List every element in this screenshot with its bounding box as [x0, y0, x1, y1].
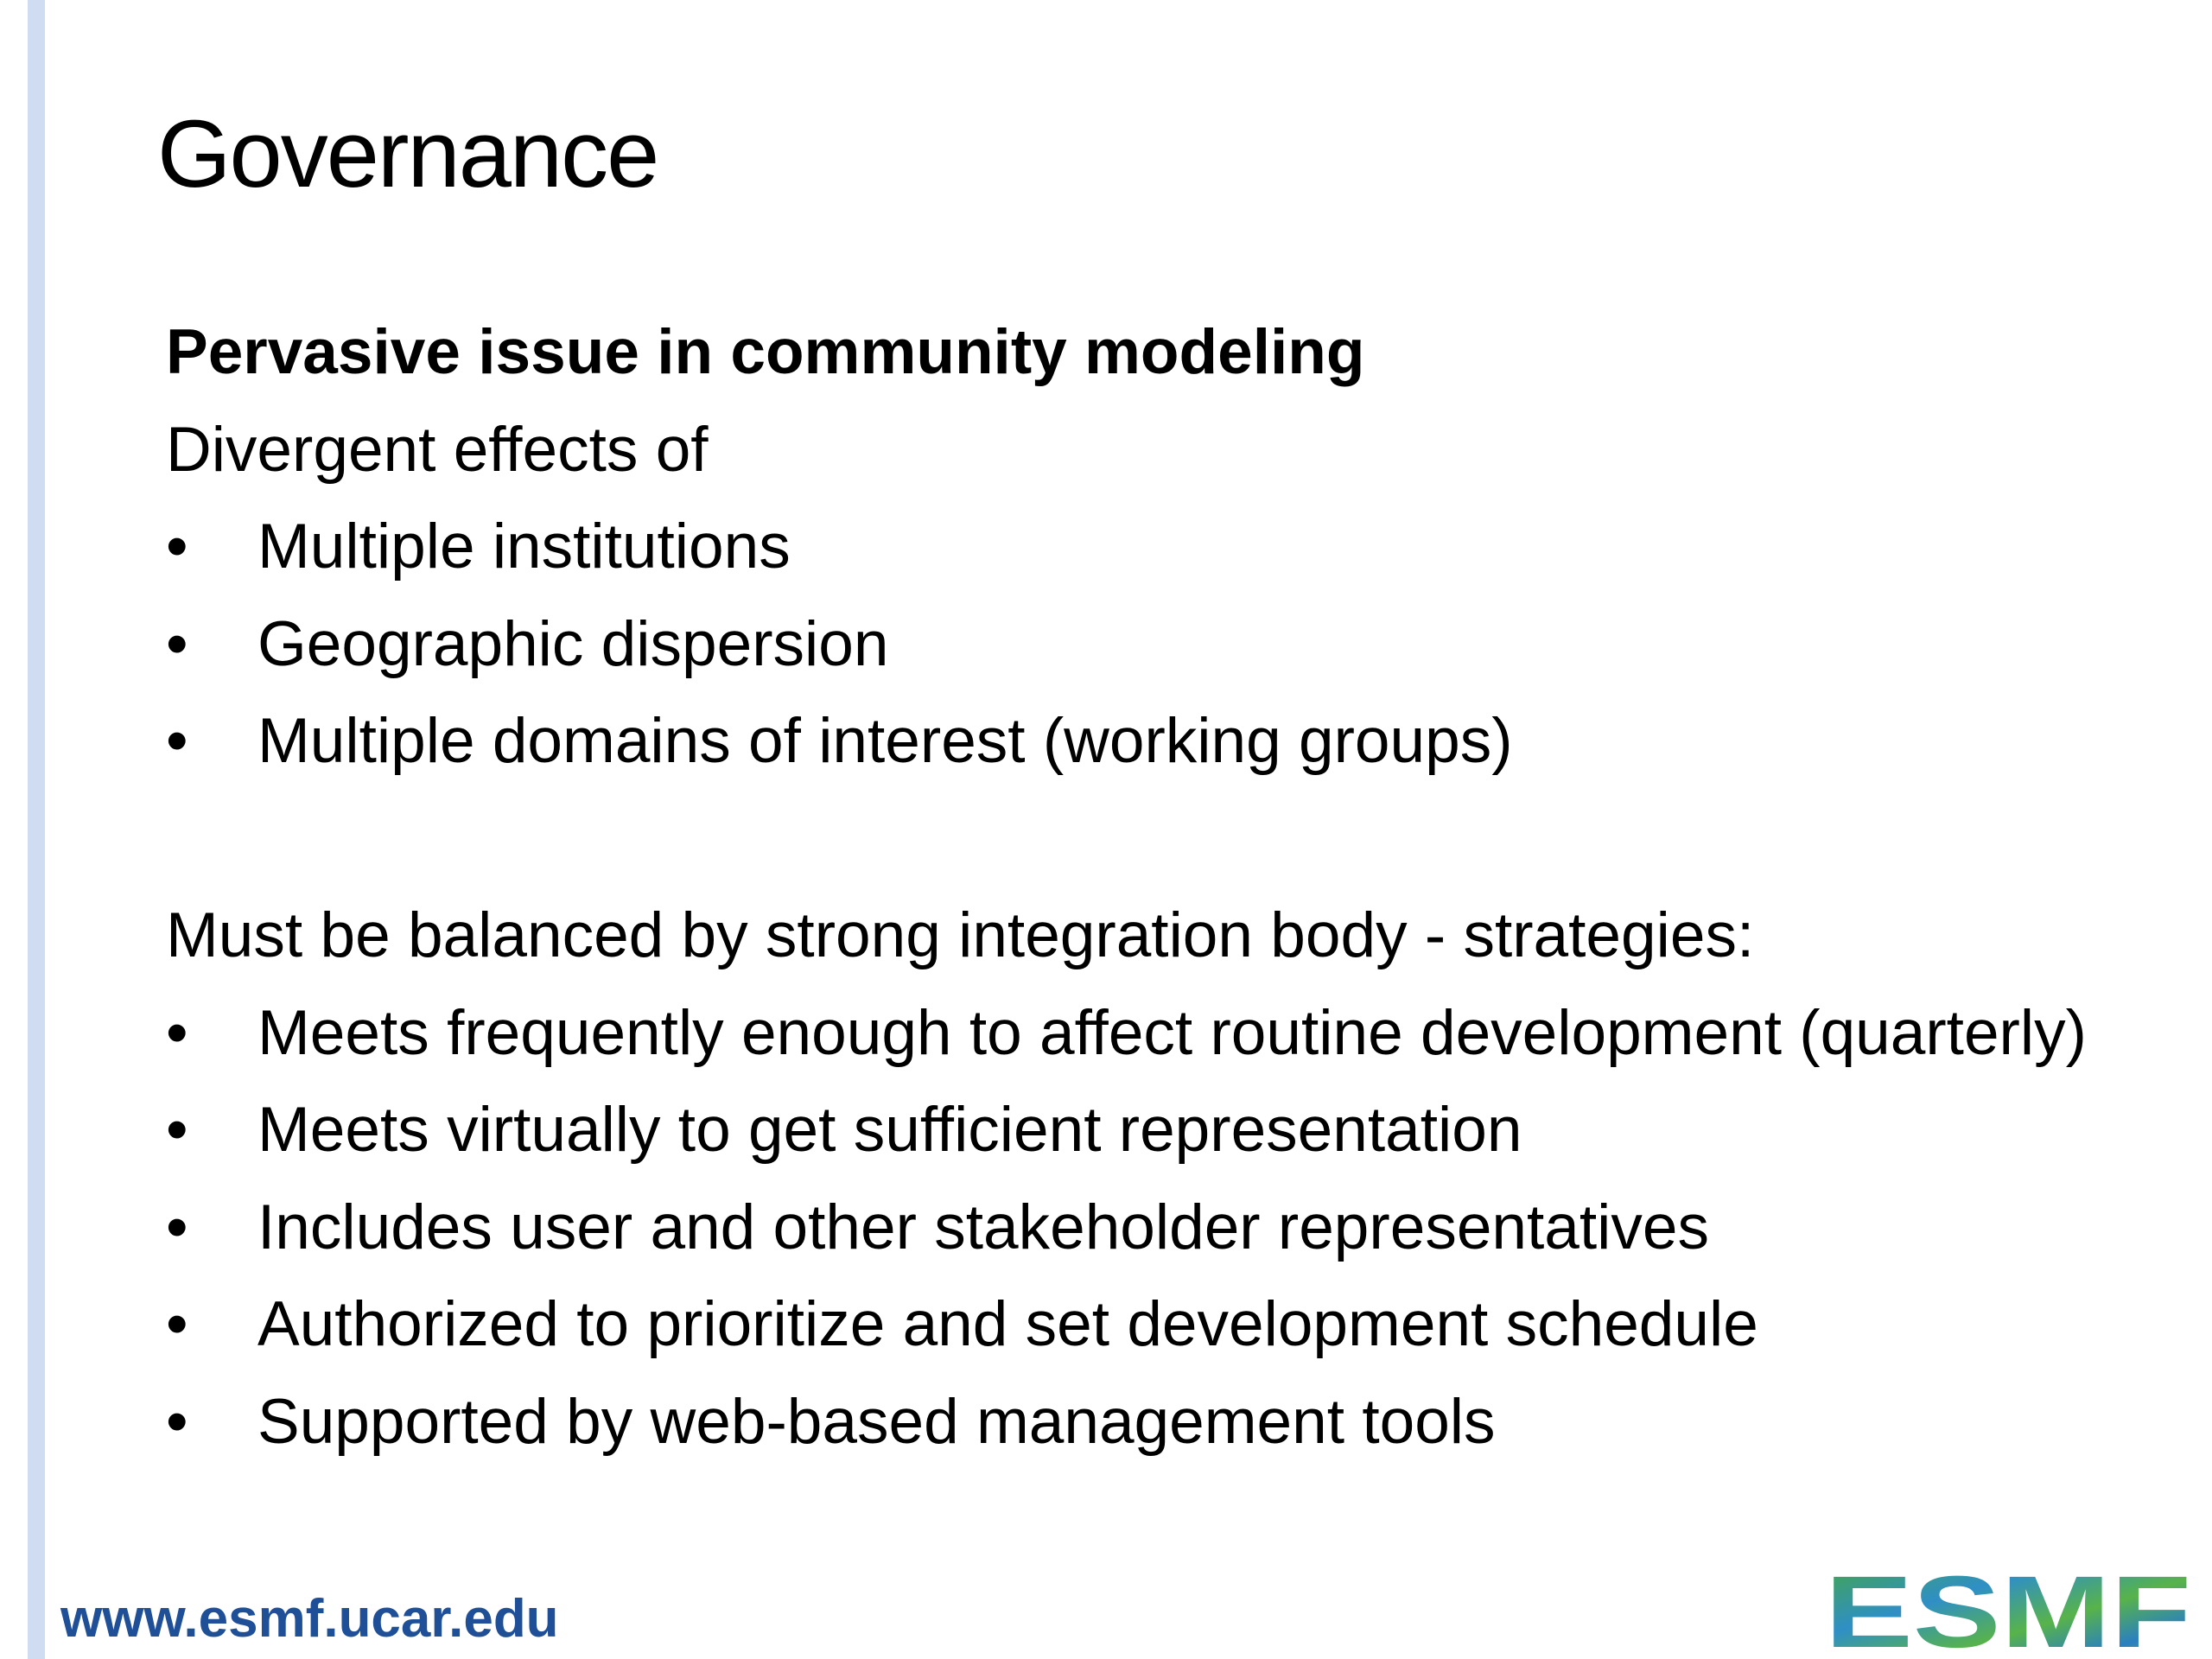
- balance-intro: Must be balanced by strong integration body - strategies:: [166, 900, 1755, 970]
- left-accent-bar: [28, 0, 45, 1659]
- logo-text: ESMF: [1825, 1567, 2191, 1654]
- list-item-text: Includes user and other stakeholder representatives: [257, 1192, 1709, 1262]
- intro-text: Divergent effects of: [166, 414, 709, 485]
- list-item: [166, 1276, 2136, 1374]
- bullet-icon: •: [166, 1289, 188, 1359]
- footer-url-link[interactable]: www.esmf.ucar.edu: [60, 1589, 559, 1649]
- bullet-icon: •: [166, 1192, 188, 1262]
- bullet-icon: •: [166, 1095, 188, 1165]
- list-item-text: Meets frequently enough to affect routine development (quarterly): [257, 997, 2087, 1068]
- subheading: Pervasive issue in community modeling: [166, 317, 1365, 387]
- list-item-text: Multiple institutions: [257, 512, 791, 582]
- list-item-text: Authorized to prioritize and set development schedule: [257, 1289, 1758, 1359]
- list-item: [166, 596, 2136, 694]
- list-item-text: Supported by web-based management tools: [257, 1386, 1496, 1457]
- list-item: [166, 499, 2136, 596]
- bullet-icon: •: [166, 512, 188, 582]
- slide-body: [166, 304, 2136, 1471]
- list-item-text: Geographic dispersion: [257, 608, 889, 679]
- list-item-text: Multiple domains of interest (working groups): [257, 706, 1513, 776]
- list-item: [166, 1082, 2136, 1179]
- bullet-icon: •: [166, 1386, 188, 1457]
- spacer: [166, 791, 2136, 888]
- bullet-icon: •: [166, 706, 188, 776]
- list-item: [166, 693, 2136, 791]
- list-item: [166, 1179, 2136, 1277]
- list-item-text: Meets virtually to get sufficient representation: [257, 1095, 1522, 1165]
- slide-title: Governance: [157, 101, 658, 207]
- bullet-icon: •: [166, 608, 188, 679]
- bullet-icon: •: [166, 997, 188, 1068]
- esmf-logo-icon: [1821, 1567, 2195, 1654]
- list-item: [166, 1374, 2136, 1471]
- list-item: [166, 985, 2136, 1083]
